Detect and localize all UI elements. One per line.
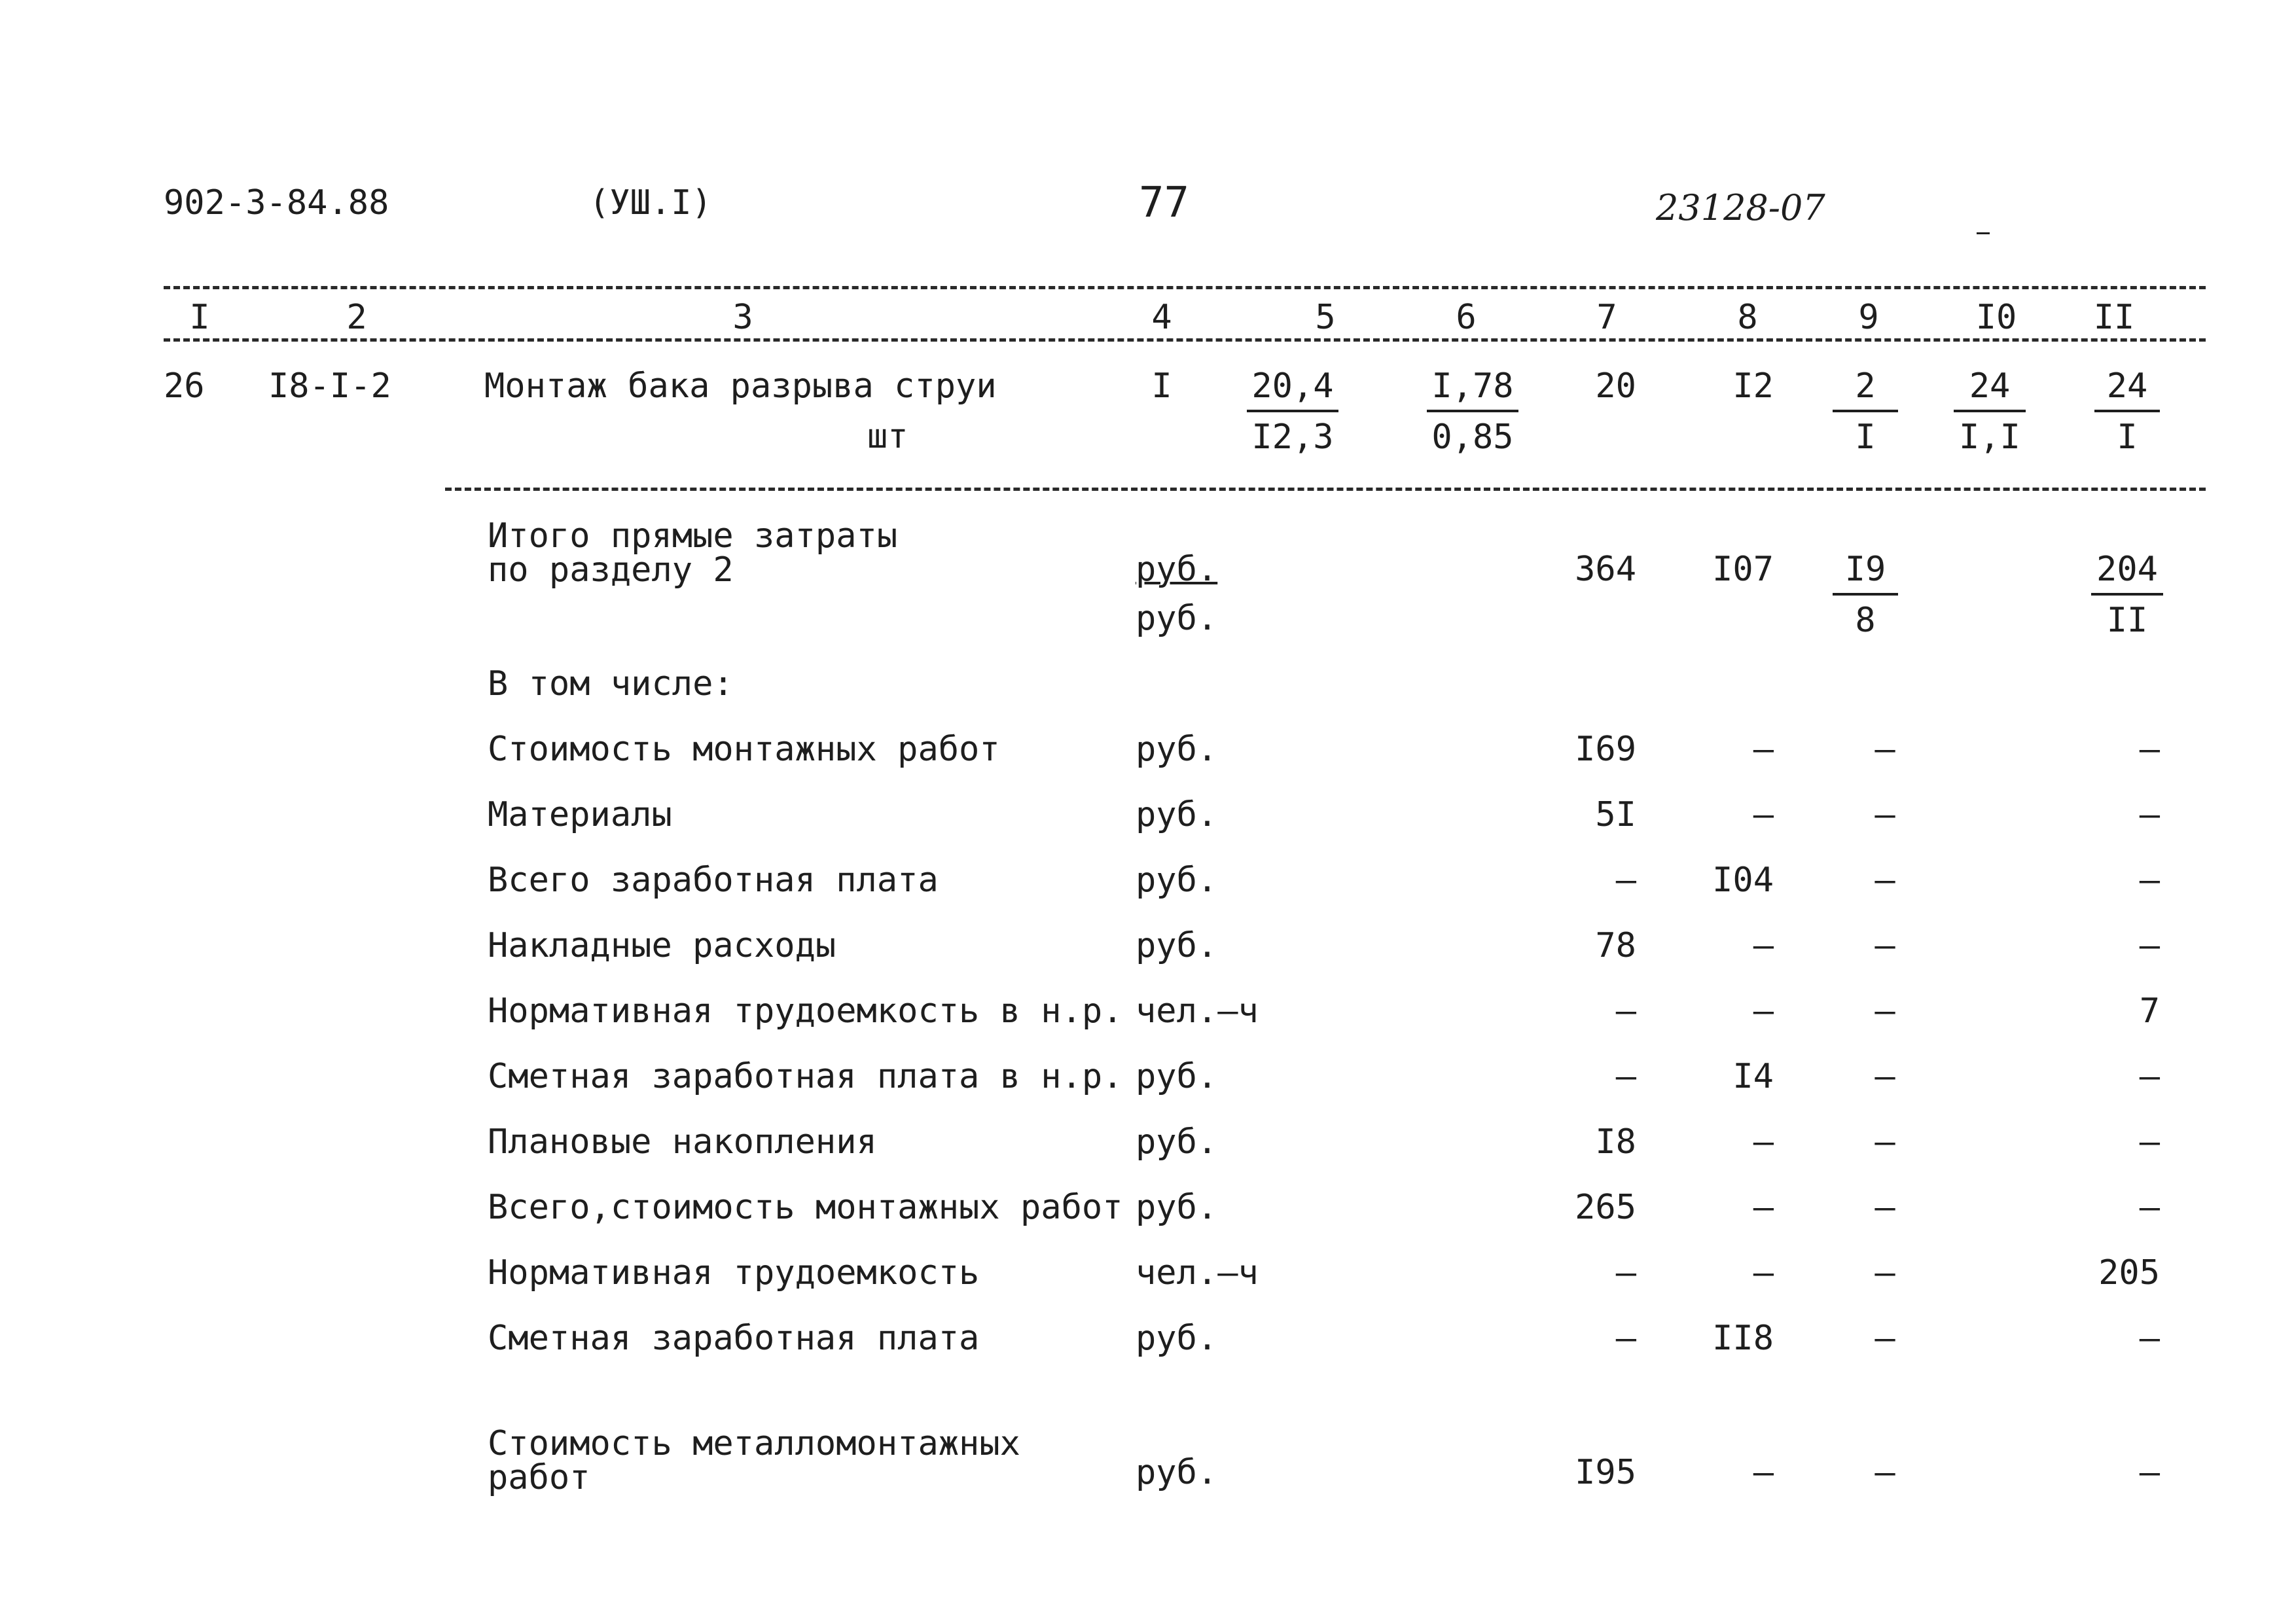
including-label: В том числе: — [488, 664, 734, 704]
breakdown-row-unit: руб. — [1136, 1188, 1218, 1227]
item-col10-fraction — [1954, 366, 2026, 457]
item-col10-denominator: I,I — [1959, 418, 2020, 457]
breakdown-row-col7: 5I — [1595, 795, 1636, 834]
fraction-bar — [1833, 593, 1898, 596]
breakdown-row-col8: II8 — [1712, 1319, 1774, 1358]
breakdown-row-col11: – — [2139, 1188, 2160, 1227]
fraction-bar — [2091, 593, 2163, 596]
total-col9-denominator: 8 — [1855, 601, 1876, 640]
breakdown-row-col7: – — [1615, 861, 1636, 900]
breakdown-row-unit: руб. — [1136, 926, 1218, 965]
column-header-2: 2 — [331, 298, 383, 337]
header-bottom-rule — [164, 338, 2206, 342]
column-header-4: 4 — [1136, 298, 1188, 337]
breakdown-row-col8: – — [1753, 926, 1774, 965]
breakdown-row-col11: – — [2139, 730, 2160, 769]
total-col11-fraction — [2091, 550, 2163, 640]
section-number: (УШ.I) — [589, 183, 712, 223]
breakdown-row-unit: руб. — [1136, 861, 1218, 900]
total-col7-value: 364 — [1575, 550, 1636, 589]
breakdown-row-col9: – — [1874, 795, 1895, 834]
breakdown-row-col7: – — [1615, 1253, 1636, 1293]
last-row-col9: – — [1874, 1453, 1895, 1492]
last-row-col8: – — [1753, 1453, 1774, 1492]
breakdown-row-col7: 265 — [1575, 1188, 1636, 1227]
breakdown-row-label: Нормативная трудоемкость — [488, 1253, 980, 1293]
breakdown-row-col9: – — [1874, 1319, 1895, 1358]
total-col8-value: I07 — [1712, 550, 1774, 589]
breakdown-row-col11: – — [2139, 795, 2160, 834]
breakdown-row-col8: – — [1753, 991, 1774, 1031]
item-col11-denominator: I — [2117, 418, 2138, 457]
column-header-10: I0 — [1960, 298, 2032, 337]
breakdown-row-unit: руб. — [1136, 795, 1218, 834]
breakdown-row-label: Материалы — [488, 795, 672, 834]
column-header-9: 9 — [1842, 298, 1895, 337]
total-label-line1: Итого прямые затраты — [488, 516, 898, 556]
breakdown-row-col11: 205 — [2098, 1253, 2160, 1293]
breakdown-row-col8: – — [1753, 1122, 1774, 1162]
item-quantity: I — [1151, 366, 1172, 406]
last-row-unit: руб. — [1136, 1453, 1218, 1492]
item-col6-numerator: I,78 — [1431, 366, 1514, 406]
breakdown-row-col9: – — [1874, 1122, 1895, 1162]
breakdown-row-col7: – — [1615, 1319, 1636, 1358]
breakdown-row-col9: – — [1874, 861, 1895, 900]
total-col11-numerator: 204 — [2096, 550, 2158, 589]
total-col11-denominator: II — [2106, 601, 2148, 640]
header-top-rule — [164, 286, 2206, 289]
column-header-3: 3 — [717, 298, 769, 337]
breakdown-row-col7: – — [1615, 1057, 1636, 1096]
breakdown-row-col7: I8 — [1595, 1122, 1636, 1162]
archive-number: 23128-07 — [1656, 187, 1825, 228]
item-code: I8-I-2 — [268, 366, 391, 406]
breakdown-row-col11: – — [2139, 1122, 2160, 1162]
fraction-bar — [2094, 410, 2160, 412]
breakdown-row-unit: руб. — [1136, 730, 1218, 769]
fraction-bar — [1954, 410, 2026, 412]
breakdown-row-unit: руб. — [1136, 1122, 1218, 1162]
breakdown-row-col8: – — [1753, 795, 1774, 834]
page-number: 77 — [1139, 179, 1190, 227]
last-row-label-line1: Стоимость металломонтажных — [488, 1424, 1020, 1463]
item-col8-value: I2 — [1732, 366, 1774, 406]
breakdown-row-col7: – — [1615, 991, 1636, 1031]
breakdown-row-col8: – — [1753, 1188, 1774, 1227]
breakdown-row-col9: – — [1874, 1188, 1895, 1227]
last-row-col7: I95 — [1575, 1453, 1636, 1492]
breakdown-row-col11: – — [2139, 1057, 2160, 1096]
breakdown-row-label: Сметная заработная плата — [488, 1319, 980, 1358]
item-name: Монтаж бака разрыва струи — [484, 366, 997, 406]
breakdown-row-col9: – — [1874, 730, 1895, 769]
item-col7-value: 20 — [1595, 366, 1636, 406]
breakdown-row-label: Плановые накопления — [488, 1122, 877, 1162]
document-code: 902-3-84.88 — [164, 183, 389, 223]
breakdown-row-unit: руб. — [1136, 1057, 1218, 1096]
breakdown-row-col11: – — [2139, 861, 2160, 900]
breakdown-row-label: Нормативная трудоемкость в н.р. — [488, 991, 1123, 1031]
breakdown-row-col7: I69 — [1575, 730, 1636, 769]
fraction-bar — [1427, 410, 1518, 412]
breakdown-row-label: Всего,стоимость монтажных работ — [488, 1188, 1123, 1227]
item-col9-fraction — [1833, 366, 1898, 457]
column-header-7: 7 — [1581, 298, 1633, 337]
breakdown-row-label: Всего заработная плата — [488, 861, 939, 900]
breakdown-row-col8: I4 — [1732, 1057, 1774, 1096]
last-row-label-line2: работ — [488, 1458, 590, 1497]
total-unit-1: руб. — [1136, 550, 1218, 589]
column-header-1: I — [173, 298, 226, 337]
item-col5-fraction — [1247, 366, 1338, 457]
breakdown-row-col11: 7 — [2139, 991, 2160, 1031]
item-col10-numerator: 24 — [1969, 366, 2011, 406]
breakdown-row-col8: – — [1753, 1253, 1774, 1293]
mark — [1977, 232, 1990, 234]
item-col6-fraction — [1427, 366, 1518, 457]
fraction-bar — [1247, 410, 1338, 412]
total-label-line2: по разделу 2 — [488, 550, 734, 590]
breakdown-row-unit: руб. — [1136, 1319, 1218, 1358]
breakdown-row-label: Накладные расходы — [488, 926, 836, 965]
breakdown-row-col9: – — [1874, 991, 1895, 1031]
breakdown-row-col11: – — [2139, 926, 2160, 965]
total-col9-fraction — [1833, 550, 1898, 640]
item-separator-rule — [445, 488, 2206, 491]
breakdown-row-unit: чел.–ч — [1136, 991, 1259, 1031]
breakdown-row-unit: чел.–ч — [1136, 1253, 1259, 1293]
item-col9-numerator: 2 — [1855, 366, 1876, 406]
column-header-5: 5 — [1299, 298, 1352, 337]
breakdown-row-label: Стоимость монтажных работ — [488, 730, 1000, 769]
total-unit-2: руб. — [1136, 599, 1218, 638]
item-col5-numerator: 20,4 — [1251, 366, 1334, 406]
breakdown-row-col7: 78 — [1595, 926, 1636, 965]
total-col9-numerator: I9 — [1844, 550, 1886, 589]
column-header-6: 6 — [1440, 298, 1492, 337]
item-col11-numerator: 24 — [2106, 366, 2148, 406]
item-col11-fraction — [2094, 366, 2160, 457]
breakdown-row-col9: – — [1874, 1253, 1895, 1293]
item-number: 26 — [164, 366, 205, 406]
column-header-11: II — [2078, 298, 2150, 337]
breakdown-row-col8: I04 — [1712, 861, 1774, 900]
breakdown-row-col9: – — [1874, 926, 1895, 965]
item-unit: шт — [867, 417, 908, 456]
item-col6-denominator: 0,85 — [1431, 418, 1514, 457]
item-col9-denominator: I — [1855, 418, 1876, 457]
breakdown-row-col8: – — [1753, 730, 1774, 769]
breakdown-row-col11: – — [2139, 1319, 2160, 1358]
last-row-col11: – — [2139, 1453, 2160, 1492]
item-col5-denominator: I2,3 — [1251, 418, 1334, 457]
fraction-bar — [1833, 410, 1898, 412]
column-header-8: 8 — [1721, 298, 1774, 337]
breakdown-row-col9: – — [1874, 1057, 1895, 1096]
breakdown-row-label: Сметная заработная плата в н.р. — [488, 1057, 1123, 1096]
